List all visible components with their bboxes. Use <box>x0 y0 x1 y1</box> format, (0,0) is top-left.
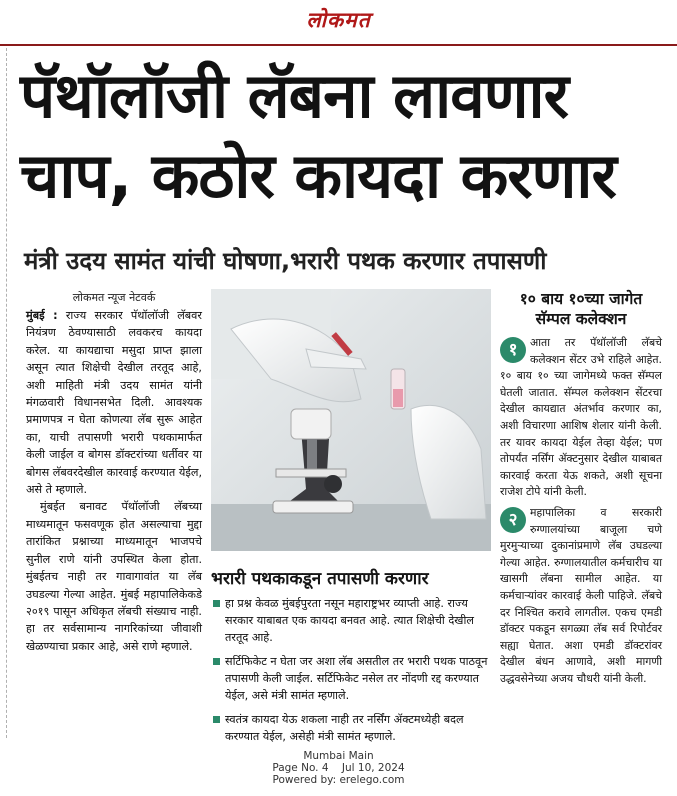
square-bullet-icon <box>213 658 220 665</box>
right-item-1 <box>500 335 662 501</box>
photo-illustration <box>211 289 491 551</box>
left-margin-rule <box>6 48 7 738</box>
square-bullet-icon <box>213 716 220 723</box>
bullet-item <box>211 711 496 745</box>
powered-by-label: Powered by: erelego.com <box>272 774 405 786</box>
headline <box>20 56 670 216</box>
right-column-body <box>500 335 662 687</box>
microscope-lab-photo <box>211 289 491 551</box>
edition-label: Mumbai Main <box>303 750 374 762</box>
number-badge-2: २ <box>500 507 526 533</box>
right-item-2-text: महापालिका व सरकारी रुग्णालयांच्या बाजूला चणे मुरमुऱ्याच्या दुकानांप्रमाणे लॅब उघडल्या गेल्या आहेत. रुग्णालयातील कर्मचारीच या खासगी लॅबना सामील आहेत. या कर्मचाऱ्यांवर कारवाई केली पाहिजे. लॅबचे दर निश्चित करावे लागतील. एकच एमडी डॉक्टर पकडून सगळ्या लॅब सर्व रिपोर्टवर सह्या घेतात. अशा एमडी डॉक्टरांवर देखील बंधन आणावे, अशी मागणी उद्धवसेनेच्या अजय चौधरी यांनी केली. <box>500 505 662 685</box>
number-badge-1: १ <box>500 337 526 363</box>
right-item-2 <box>500 505 662 688</box>
masthead <box>0 6 677 42</box>
dateline: मुंबई : <box>26 309 58 322</box>
headline-line-2: चाप, कठोर कायदा करणार <box>20 139 616 212</box>
right-column <box>500 289 662 691</box>
right-column-title: १० बाय १०च्या जागेत सॅम्पल कलेक्शन <box>519 290 643 328</box>
square-bullet-icon <box>213 600 220 607</box>
left-column <box>26 290 202 655</box>
sidebar-box <box>211 566 496 752</box>
newspaper-logo: लोकमत <box>306 7 371 32</box>
paragraph-1-text: राज्य सरकार पॅथॉलॉजी लॅबवर नियंत्रण ठेवण्यासाठी लवकरच कायदा करेल. या कायद्याचा मसुदा प्राप्त झाला असून त्यात शिक्षेची देखील तरतूद आहे, अशी माहिती मंत्री उदय सामंत यांनी मंगळवारी विधानसभेत दिली. आवश्यक प्रमाणपत्र न घेता कोणत्या लॅब सुरू आहेत का, याची तपासणी भरारी पथकामार्फत केली जाईल व बोगस डॉक्टरांच्या धर्तीवर या बोगस लॅबवरदेखील कारवाई करण्यात येईल, असे ते म्हणाले. <box>26 309 202 497</box>
headline-line-1: पॅथॉलॉजी लॅबना लावणार <box>20 59 568 132</box>
subheadline: मंत्री उदय सामंत यांची घोषणा,भरारी पथक करणार तपासणी <box>24 247 547 275</box>
bullet-text: स्वतंत्र कायदा येऊ शकला नाही तर नर्सिंग ॲक्टमध्येही बदल करण्यात येईल, असेही मंत्री सामंत म्हणाले. <box>225 713 464 743</box>
bullet-item <box>211 653 496 704</box>
bullet-text: सर्टिफिकेट न घेता जर अशा लॅब असतील तर भरारी पथक पाठवून तपासणी केली जाईल. सर्टिफिकेट नसेल तर नोंदणी रद्द करण्यात येईल, असे मंत्री सामंत म्हणाले. <box>225 655 488 702</box>
byline: लोकमत न्यूज नेटवर्क <box>72 291 156 304</box>
bullet-text: हा प्रश्न केवळ मुंबईपुरता नसून महाराष्ट्रभर व्याप्ती आहे. राज्य सरकार याबाबत एक कायदा बनवत आहे. त्यात शिक्षेची देखील तरतूद आहे. <box>225 597 474 644</box>
right-item-1-text: आता तर पॅथॉलॉजी लॅबचे कलेक्शन सेंटर उभे राहिले आहेत. १० बाय १० च्या जागेमध्ये फक्त सॅम्पल घेतली जातात. सॅम्पल कलेक्शन सेंटरचा देखील कायद्यात अंतर्भाव करणार का, अशी विचारणा आशिष शेलार यांनी केली. तर यावर कायदा येईल तेव्हा येईल; पण तोपर्यंत नर्सिंग ॲक्टनुसार देखील याबाबत कारवाई करता येऊ शकते, अशी सूचना राजेश टोपे यांनी केली. <box>500 336 662 499</box>
paragraph-2: मुंबईत बनावट पॅथॉलॉजी लॅबच्या माध्यमातून फसवणूक होत असल्याचा मुद्दा तारांकित प्रश्नाच्या माध्यमातून भाजपचे सुनील राणे यांनी उपस्थित केला होता. मुंबईतच नाही तर गावागावांत या लॅब उघडल्या गेल्या आहेत. मुंबई महापालिकेकडे २०१९ पासून अधिकृत लॅबची संख्याच नाही. हा तर सर्वसामान्य नागरिकांच्या जीवाशी खेळण्याचा प्रकार आहे, असे राणे म्हणाले. <box>26 500 202 653</box>
page-date-label: Page No. 4 Jul 10, 2024 <box>272 762 405 774</box>
bullet-item <box>211 595 496 646</box>
article-body <box>26 307 202 655</box>
paragraph-1 <box>26 307 202 498</box>
box-title: भरारी पथकाकडून तपासणी करणार <box>211 569 429 589</box>
page-footer <box>0 750 677 786</box>
masthead-rule <box>0 44 677 46</box>
